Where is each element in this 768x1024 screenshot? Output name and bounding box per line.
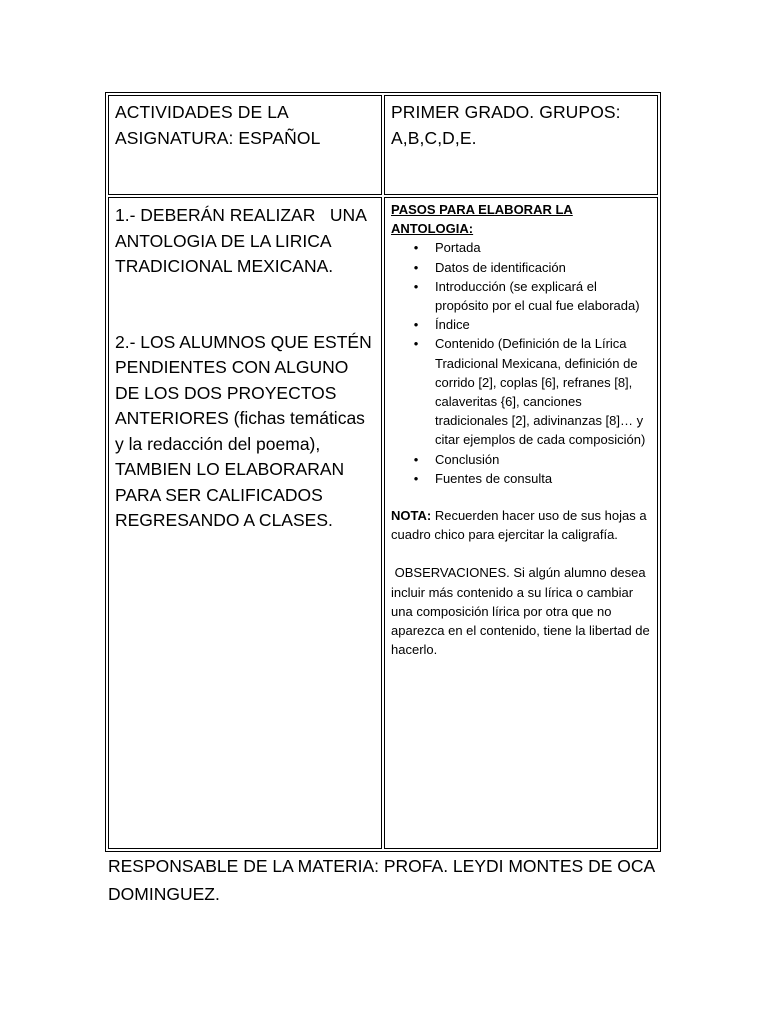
steps-title: PASOS PARA ELABORAR LA ANTOLOGIA: [391,202,573,237]
bullet-icon: • [413,336,419,352]
list-item: • Fuentes de consulta [391,469,652,488]
header-right-cell [384,95,658,195]
steps-list [391,238,652,488]
activity-2: 2.- LOS ALUMNOS QUE ESTÉN PENDIENTES CON ALGUNO DE LOS DOS PROYECTOS ANTERIORES (fichas temáticas y la redacción del poema), TAMBIEN LO ELABORARAN PARA SER CALIFICADOS REGRESANDO A CLASES. [115,331,377,530]
note-text: Recuerden hacer uso de sus hojas a cuadro chico para ejercitar la caligrafía. [391,508,647,543]
content-row [108,197,658,849]
subject-title: ACTIVIDADES DE LA ASIGNATURA: ESPAÑOL [115,102,321,148]
grade-groups: PRIMER GRADO. GRUPOS: A,B,C,D,E. [391,102,621,148]
activities-cell [108,197,382,849]
bullet-icon: • [413,451,419,467]
bullet-icon: • [413,240,419,256]
list-item: • Introducción (se explicará el propósito por el cual fue elaborada) [391,277,652,315]
header-left-cell [108,95,382,195]
list-item: • Índice [391,315,652,334]
bullet-icon: • [413,259,419,275]
bullet-icon: • [413,278,419,294]
list-item: • Conclusión [391,450,652,469]
observations-paragraph: OBSERVACIONES. Si algún alumno desea incluir más contenido a su lírica o cambiar una composición lírica por otra que no aparezca en el contenido, tiene la libertad de hacerlo. [391,565,654,658]
responsible-teacher: RESPONSABLE DE LA MATERIA: PROFA. LEYDI MONTES DE OCA DOMINGUEZ. [108,856,655,904]
steps-cell [384,197,658,849]
activities-table [105,92,661,852]
bullet-icon: • [413,317,419,333]
list-item: • Portada [391,238,652,257]
list-item: • Datos de identificación [391,258,652,277]
note-label: NOTA: [391,508,432,524]
note-paragraph [391,506,652,544]
list-item: • Contenido (Definición de la Lírica Tradicional Mexicana, definición de corrido [2], coplas [6], refranes [8], calaveritas {6], canciones tradicionales [2], adivinanzas [8]… y citar ejemplos de cada composición) [391,334,652,449]
activity-1: 1.- DEBERÁN REALIZAR UNA ANTOLOGIA DE LA LIRICA TRADICIONAL MEXICANA. [115,205,370,276]
header-row [108,95,658,195]
bullet-icon: • [413,470,419,486]
